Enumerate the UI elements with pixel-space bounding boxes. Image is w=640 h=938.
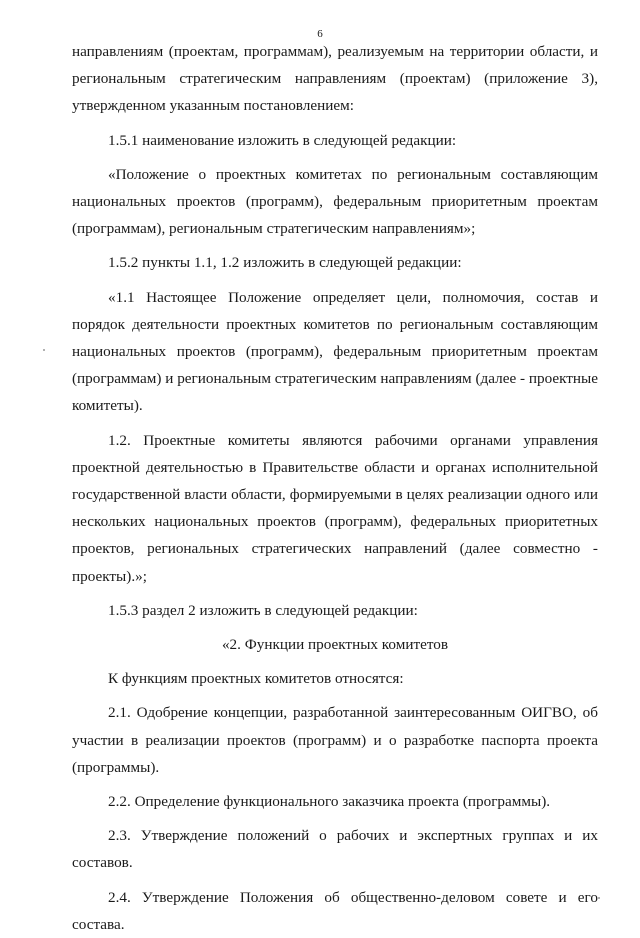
paragraph-continuation: направлениям (проектам, программам), реализуемым на территории области, и региональным стратегическим направлениям (проектам) (приложение 3), утвержденном указанным постановлением: <box>72 43 598 115</box>
paragraph-item-1-5-2: 1.5.2 пункты 1.1, 1.2 изложить в следующей редакции: <box>108 254 462 272</box>
scan-speck <box>43 349 45 351</box>
scan-speck <box>598 897 600 899</box>
paragraph-clause-1-1: «1.1 Настоящее Положение определяет цели, полномочия, состав и порядок деятельности проектных комитетов по региональным составляющим национальных проектов (программ), федеральным приоритетным проектам (программам) и региональным стратегическим направлениям (далее - проектные комитеты). <box>72 288 598 415</box>
paragraph-function-2-4: 2.4. Утверждение Положения об общественно-деловом совете и его состава. <box>72 888 598 933</box>
paragraph-function-2-3: 2.3. Утверждение положений о рабочих и экспертных группах и их составов. <box>72 827 598 872</box>
paragraph-item-1-5-3: 1.5.3 раздел 2 изложить в следующей редакции: <box>108 601 418 619</box>
paragraph-regulation-title: «Положение о проектных комитетах по региональным составляющим национальных проектов (программ), федеральным приоритетным проектам (программам), региональным стратегическим направлениям»; <box>72 165 598 238</box>
document-body <box>72 38 598 938</box>
paragraph-functions-intro: К функциям проектных комитетов относятся: <box>108 670 404 688</box>
paragraph-item-1-5-1: 1.5.1 наименование изложить в следующей редакции: <box>108 131 457 149</box>
paragraph-clause-1-2: 1.2. Проектные комитеты являются рабочими органами управления проектной деятельностью в Правительстве области и органах исполнительной государственной власти области, формируемыми в целях реализации одного или нескольких национальных проектов (программ), федеральных приоритетных проектов, региональных стратегических направлений (далее совместно - проекты).»; <box>72 431 598 585</box>
page-number: 6 <box>317 28 323 40</box>
paragraph-function-2-2: 2.2. Определение функционального заказчика проекта (программы). <box>108 793 551 811</box>
paragraph-function-2-1: 2.1. Одобрение концепции, разработанной заинтересованным ОИГВО, об участии в реализации проектов (программ) и о разработке паспорта проекта (программы). <box>72 704 598 776</box>
section-heading: «2. Функции проектных комитетов <box>221 636 449 654</box>
